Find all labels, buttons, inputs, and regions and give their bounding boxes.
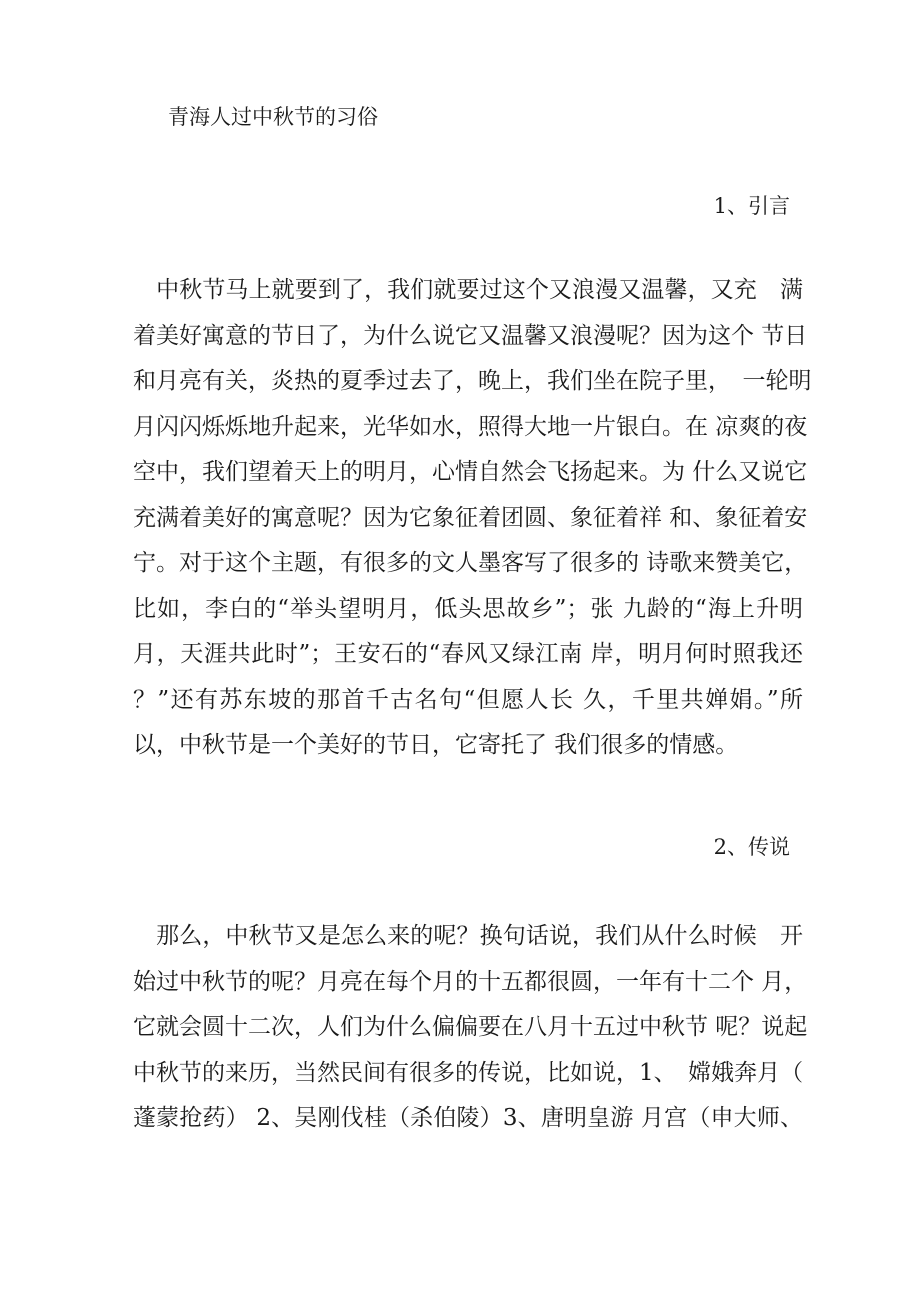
paragraph-line: 以，中秋节是一个美好的节日，它寄托了 我们很多的情感。 [133, 732, 739, 758]
paragraph-line: 比如，李白的“举头望明月，低头思故乡”；张 九龄的“海上升明 [133, 595, 803, 622]
paragraph-line: 那么，中秋节又是怎么来的呢？换句话说，我们从什么时候 开 [133, 923, 803, 949]
paragraph-line: ？”还有苏东坡的那首千古名句“但愿人长 久，千里共婵娟。”所 [133, 686, 803, 713]
document-title: 青海人过中秋节的习俗 [168, 105, 378, 129]
paragraph-introduction [133, 268, 812, 769]
section-heading-introduction: 1、引言 [713, 194, 790, 218]
paragraph-line: 着美好寓意的节日了，为什么说它又温馨又浪漫呢？因为这个 节日 [133, 322, 808, 349]
paragraph-line: 充满着美好的寓意呢？因为它象征着团圆、象征着祥 和、象征着安 [133, 504, 808, 531]
paragraph-line: 中秋节的来历，当然民间有很多的传说，比如说，1、 嫦娥奔月（ [133, 1059, 804, 1086]
paragraph-line: 它就会圆十二次，人们为什么偏偏要在八月十五过中秋节 呢？说起 [133, 1014, 808, 1040]
paragraph-line: 空中，我们望着天上的明月，心情自然会飞扬起来。为 什么又说它 [133, 459, 808, 485]
section-heading-legend: 2、传说 [713, 835, 790, 859]
paragraph-line: 宁。对于这个主题，有很多的文人墨客写了很多的 诗歌来赞美它， [133, 550, 808, 576]
paragraph-line: 月，天涯共此时”；王安石的“春风又绿江南 岸，明月何时照我还 [133, 641, 803, 667]
paragraph-line: 始过中秋节的呢？月亮在每个月的十五都很圆，一年有十二个 月， [133, 968, 808, 995]
paragraph-line: 和月亮有关，炎热的夏季过去了，晚上，我们坐在院子里， 一轮明 [133, 368, 812, 394]
paragraph-line: 月闪闪烁烁地升起来，光华如水，照得大地一片银白。在 凉爽的夜 [133, 413, 808, 440]
paragraph-line: 蓬蒙抢药） 2、吴刚伐桂（杀伯陵）3、唐明皇游 月宫（申大师、 [133, 1105, 803, 1131]
paragraph-legend [133, 914, 808, 1142]
paragraph-line: 中秋节马上就要到了，我们就要过这个又浪漫又温馨，又充 满 [133, 277, 803, 303]
